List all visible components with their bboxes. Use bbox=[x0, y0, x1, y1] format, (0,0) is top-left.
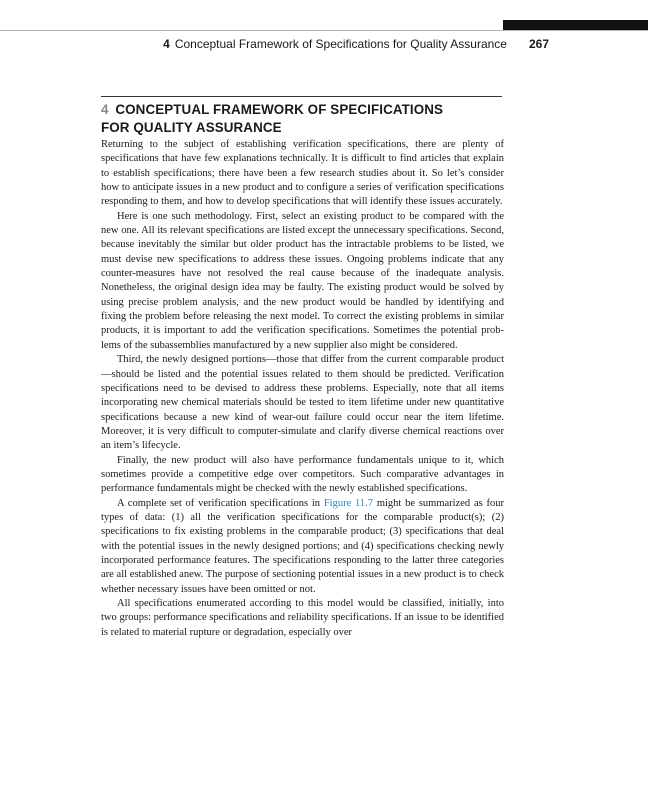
page-number: 267 bbox=[528, 37, 549, 51]
paragraph-5-start: A complete set of verification specifications in bbox=[117, 497, 324, 509]
header-rule bbox=[0, 30, 648, 31]
paragraph-5 bbox=[101, 497, 504, 597]
section-heading bbox=[101, 101, 521, 137]
paragraph-3: Third, the newly designed portions—those that differ from the current comparable product—should be listed and the potential issues related to them should be predicted. Verification specifications need to be devised to address these problems. Especially, note that all items incorporating new chemical materials should be tested to item lifetime under new quantitative specifications because a new kind of wear-out failure could occur near the item lifetime. Moreover, it is very difficult to computer-simulate and clarify diverse chemical reactions over an item’s lifecycle. bbox=[101, 354, 504, 452]
running-head bbox=[0, 36, 549, 52]
running-head-title: Conceptual Framework of Specifications for Quality Assurance bbox=[174, 37, 507, 51]
section-heading-line-1 bbox=[101, 101, 521, 119]
paragraph-6: All specifications enumerated according to this model would be classified, initially, into two groups: performance specifications and reliability specifications. If an issue to be identified is related to material rupture or degradation, especially over bbox=[101, 598, 504, 638]
section-title-line-1: CONCEPTUAL FRAMEWORK OF SPECIFICATIONS bbox=[115, 102, 444, 117]
section-title-line-2: FOR QUALITY ASSURANCE bbox=[101, 120, 282, 135]
running-head-section-number: 4 bbox=[163, 37, 170, 51]
body-text bbox=[101, 138, 504, 640]
paragraph-5-rest: might be summarized as four types of data: (1) all the verification specifications for the comparable product(s); (2) specifications to fix existing problems in the comparable product; (3) specifications that deal with the potential issues in the newly designed portions; and (4) specifications checking newly incorporated performance features. The specifications responding to the latter three categories are all established anew. The purpose of sectioning potential issues in a new product is to check whether necessary issues have been omitted or not. bbox=[101, 497, 504, 595]
paragraph-2: Here is one such methodology. First, select an existing product to be compared with the new one. All its relevant specifications are listed except the unnecessary specifications. Second, because inevitably the similar but older product has the intractable problems to be listed, we must devise new specifications to address these issues. Ongoing problems indicate that any counter-measures have not resolved the real cause because of the inadequate analysis. Nonetheless, the original design idea may be faulty. The existing product would be solved by using precise problem analysis, and the new product would be handled by identifying and fixing the problem before releasing the next model. To correct the existing problems in similar products, it is important to add the verification specifications. Sometimes the potential problems of the subassemblies manufactured by a new supplier also might be considered. bbox=[101, 210, 504, 351]
paragraph-1: Returning to the subject of establishing verification specifications, there are plenty of specifications that have few explanations technically. It is difficult to find articles that explain to establish specifications; there have been a few research studies about it. So let’s consider how to anticipate issues in a new product and to configure a series of verification specifications responding to them, and how to develop specifications that will identify these issues accurately. bbox=[101, 139, 504, 208]
section-rule bbox=[101, 96, 502, 97]
figure-link[interactable]: Figure 11.7 bbox=[323, 497, 374, 509]
paragraph-4: Finally, the new product will also have performance fundamentals unique to it, which sometimes provide a competitive edge over competitors. Such comparative advantages in performance fundamentals might be checked with the newly established specifications. bbox=[101, 454, 504, 495]
section-number: 4 bbox=[101, 102, 109, 117]
